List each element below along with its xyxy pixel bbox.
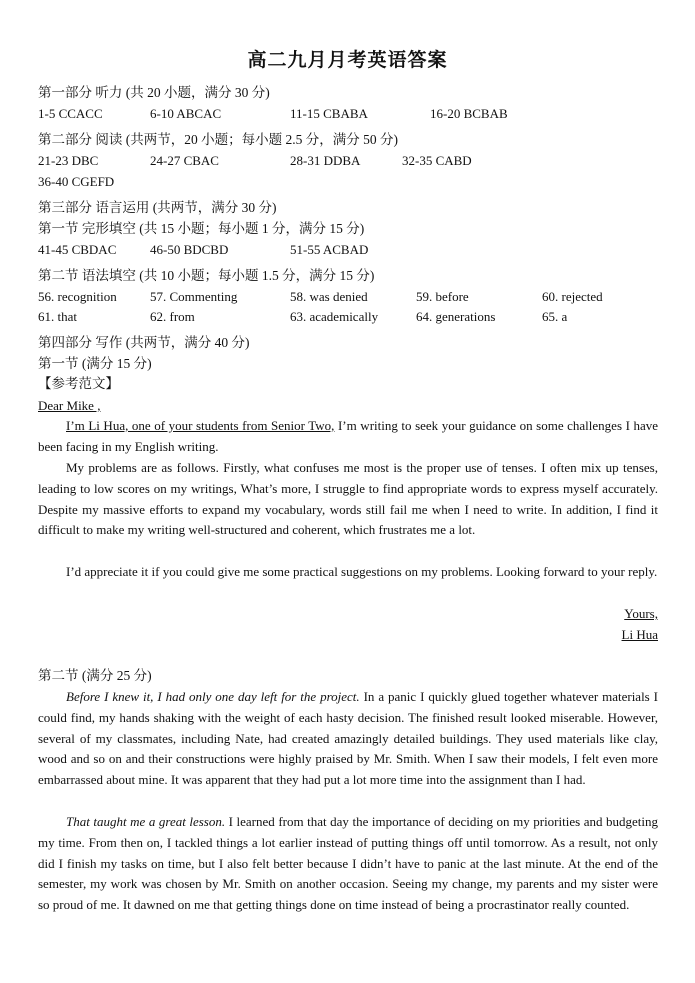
letter-signature: Li Hua xyxy=(621,627,658,642)
grammar-answer-60: 60. rejected xyxy=(542,289,603,304)
letter-greeting: Dear Mike , xyxy=(38,398,101,413)
grammar-answer-62: 62. from xyxy=(150,309,195,324)
grammar-answer-65: 65. a xyxy=(542,309,568,324)
letter-paragraph-2: My problems are as follows. Firstly, what confuses me most is the proper use of tenses. I often mix up tenses, leading to low scores on my writings, What’s more, I struggle to find appropriate words to express myself accurately. Despite my massive efforts to expand my vocabulary, words still fail me when I need to write. In addition, I find it difficult to make my writing well-structured and coherent, which frustrates me a lot. xyxy=(38,460,658,538)
part2-answer-2: 24-27 CBAC xyxy=(150,153,219,168)
story-p1-rest: In a panic I quickly glued together whatever materials I could find, my hands shaking with the weight of each hasty decision. The finished result looked miserable. However, several of my classmates, including Nate, had created amazingly detailed buildings. They used materials like clay, wood and so on and their constructions were highly praised by Mr. Smith. When I saw their models, I felt even more embarrassed about mine. It was apparent that they had put a lot more time into the assignment than I had. xyxy=(38,689,658,788)
part1-answer-2: 6-10 ABCAC xyxy=(150,106,222,121)
part1-heading: 第一部分 听力 (共 20 小题，满分 30 分) xyxy=(38,85,270,100)
part2-answer-4: 32-35 CABD xyxy=(402,153,472,168)
part2-answer-3: 28-31 DDBA xyxy=(290,153,361,168)
part4-heading: 第四部分 写作 (共两节，满分 40 分) xyxy=(38,335,250,350)
part3-s1-answer-3: 51-55 ACBAD xyxy=(290,242,369,257)
story-paragraph-1 xyxy=(38,687,658,791)
story-p2-italic: That taught me a great lesson. xyxy=(66,814,226,829)
letter-intro-rest: I’m writing to seek your guidance on some challenges I have been facing in my English writing. xyxy=(38,418,658,454)
letter-intro-underlined: I’m Li Hua, one of your students from Senior Two, xyxy=(66,418,335,433)
story-p1-italic: Before I knew it, I had only one day left for the project. xyxy=(66,689,360,704)
letter-closing: Yours, xyxy=(624,606,658,621)
reference-essay-label: 【参考范文】 xyxy=(38,376,119,391)
part3-s1-answer-2: 46-50 BDCBD xyxy=(150,242,229,257)
letter-paragraph-3: I’d appreciate it if you could give me some practical suggestions on my problems. Looking forward to your reply. xyxy=(66,564,658,579)
part1-answer-1: 1-5 CCACC xyxy=(38,106,103,121)
page-title: 高二九月月考英语答案 xyxy=(247,50,448,71)
letter-paragraph-1 xyxy=(38,416,658,458)
part2-heading: 第二部分 阅读 (共两节，20 小题；每小题 2.5 分，满分 50 分) xyxy=(38,132,398,147)
part3-heading: 第三部分 语言运用 (共两节，满分 30 分) xyxy=(38,200,277,215)
grammar-answer-56: 56. recognition xyxy=(38,289,117,304)
grammar-answer-63: 63. academically xyxy=(290,309,379,324)
part3-section1-heading: 第一节 完形填空 (共 15 小题；每小题 1 分，满分 15 分) xyxy=(38,221,365,236)
grammar-answer-61: 61. that xyxy=(38,309,77,324)
part2-answer-5: 36-40 CGEFD xyxy=(38,174,115,189)
grammar-answer-59: 59. before xyxy=(416,289,469,304)
part3-section2-heading: 第二节 语法填空 (共 10 小题；每小题 1.5 分，满分 15 分) xyxy=(38,268,375,283)
part1-answer-3: 11-15 CBABA xyxy=(290,106,368,121)
part4-section2-heading: 第二节 (满分 25 分) xyxy=(38,668,152,683)
story-paragraph-2 xyxy=(38,812,658,916)
story-p2-rest: I learned from that day the importance of deciding on my priorities and budgeting my time. From then on, I tackled things a lot earlier instead of putting things off until tomorrow. As a result, not only did I finish my tasks on time, but I also felt better because I didn’t have to panic at the last minute. At the end of the semester, my work was chosen by Mr. Smith on another occasion. Seeing my change, my parents and my sister were so proud of me. It dawned on me that getting things done on time instead of being a procrastinator really counted. xyxy=(38,814,659,913)
part2-answer-1: 21-23 DBC xyxy=(38,153,99,168)
part3-s1-answer-1: 41-45 CBDAC xyxy=(38,242,117,257)
grammar-answer-57: 57. Commenting xyxy=(150,289,238,304)
part4-section1-heading: 第一节 (满分 15 分) xyxy=(38,356,152,371)
part1-answer-4: 16-20 BCBAB xyxy=(430,106,508,121)
grammar-answer-58: 58. was denied xyxy=(290,289,368,304)
grammar-answer-64: 64. generations xyxy=(416,309,496,324)
